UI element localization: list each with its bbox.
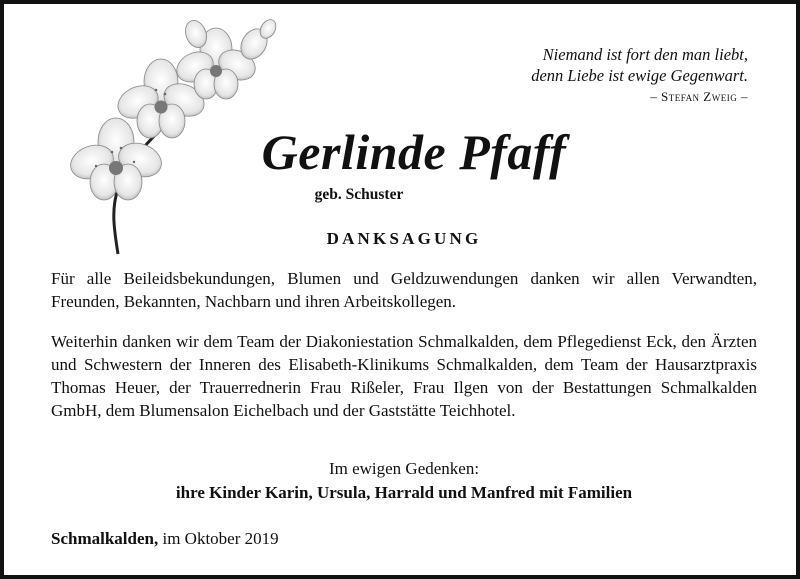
- thanks-paragraph-1: Für alle Beileidsbekundungen, Blumen und Geldzuwendungen danken wir allen Verwandten, Freunden, Bekannten, Nachbarn und ihren Arbeitskollegen.: [51, 269, 757, 311]
- place-and-date: [51, 527, 279, 550]
- quote-block: [428, 44, 748, 107]
- quote-author: – Stefan Zweig –: [650, 89, 748, 104]
- deceased-name: Gerlinde Pfaff: [261, 124, 567, 180]
- memorial-line: Im ewigen Gedenken:: [328, 459, 480, 478]
- maiden-name: geb. Schuster: [314, 186, 404, 203]
- quote-line-2: denn Liebe ist ewige Gegenwart.: [531, 66, 748, 85]
- place: Schmalkalden,: [51, 529, 159, 548]
- notice-heading: DANKSAGUNG: [326, 229, 482, 248]
- quote-line-1: Niemand ist fort den man liebt,: [542, 45, 748, 64]
- family-signature: ihre Kinder Karin, Ursula, Harrald und Manfred mit Familien: [175, 483, 633, 502]
- date: im Oktober 2019: [162, 529, 279, 548]
- thanks-paragraph-2: Weiterhin danken wir dem Team der Diakoniestation Schmalkalden, dem Pflegedienst Eck, den Ärzten und Schwestern der Inneren des Elisabeth-Klinikums Schmalkalden, dem Team der Hausarztpraxis Thomas Heuer, der Trauerrednerin Frau Rißeler, Frau Ilgen von der Bestattungen Schmalkalden GmbH, dem Blumensalon Eichelbach und der Gaststätte Teichhotel.: [51, 332, 757, 420]
